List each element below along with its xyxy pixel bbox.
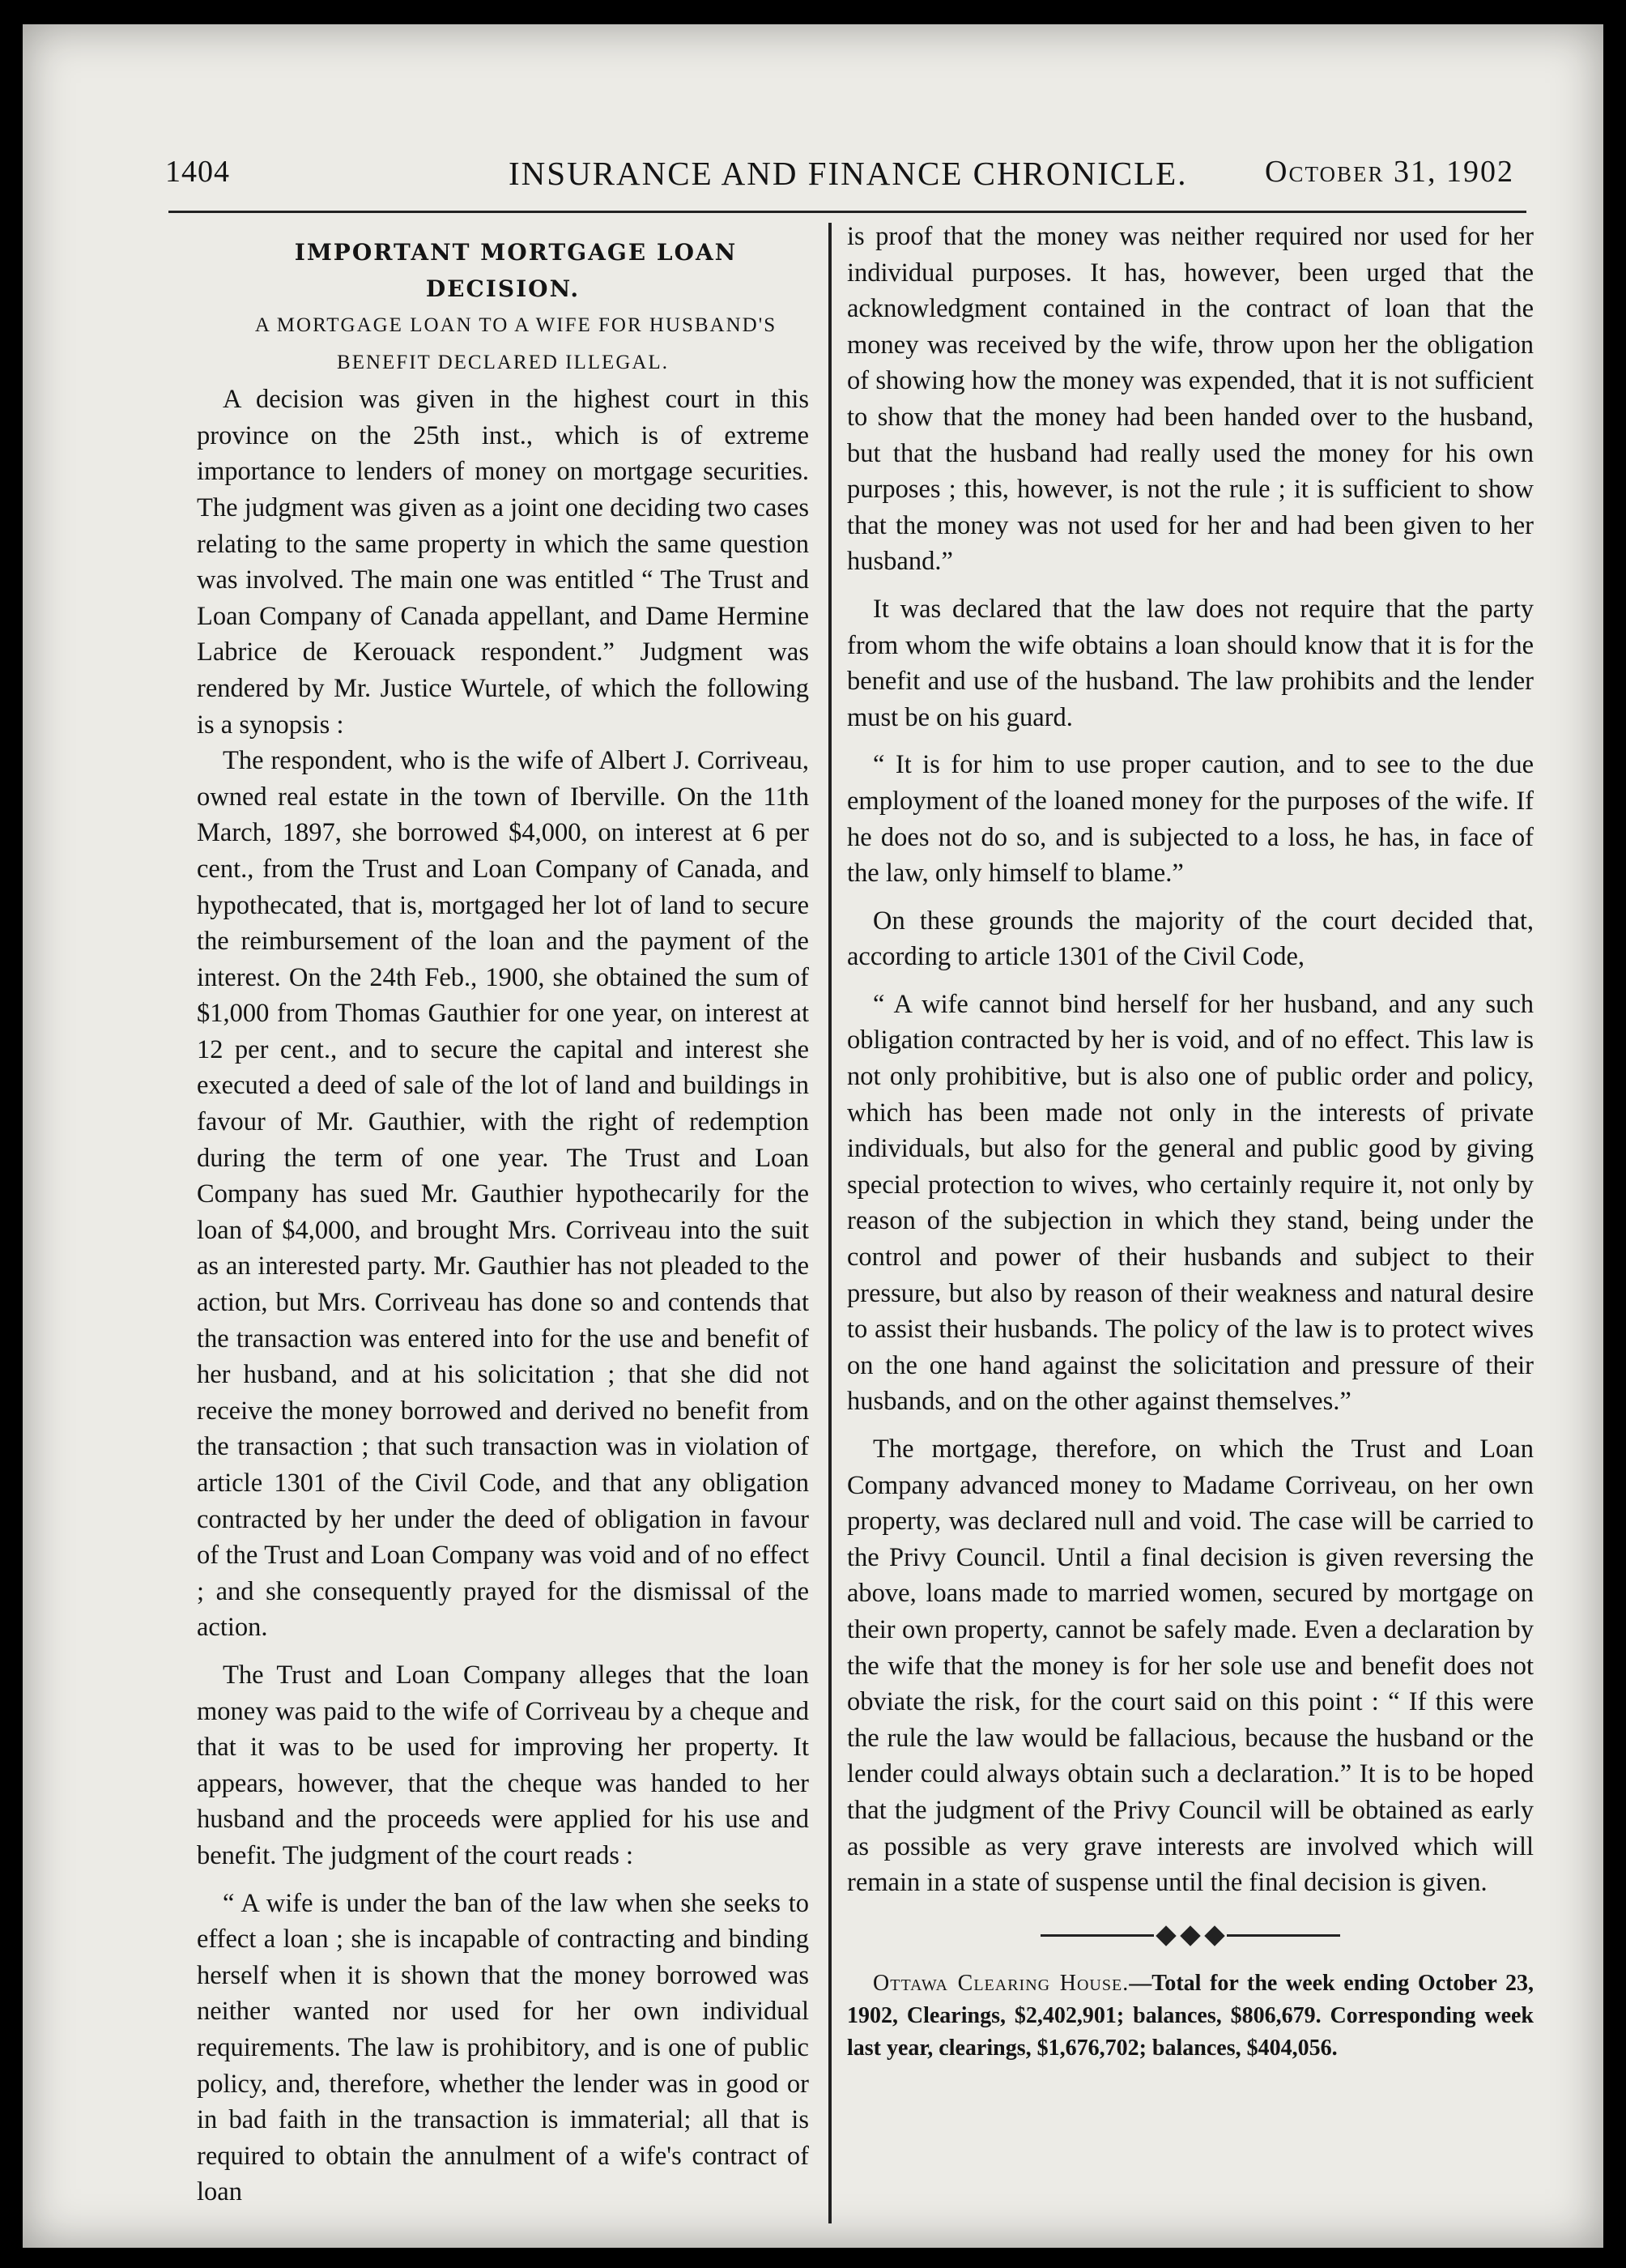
article-paragraph: “ It is for him to use proper caution, and to see to the due employment of the loaned money for the purposes of the wife. If he does not do so, and is subjected to a loss, he has, in face of the law, only himself to blame.” [847, 750, 1534, 889]
article-paragraph: On these grounds the majority of the court decided that, according to article 1301 of the Civil Code, [847, 906, 1534, 972]
article-paragraph: The mortgage, therefore, on which the Trust and Loan Company advanced money to Madame Corriveau, on her own property, was declared null and void. The case will be carried to the Privy Council. Until a final decision is given reversing the above, loans made to married women, secured by mortgage on their own property, cannot be safely made. Even a declaration by the wife that the money is for her sole use and benefit does not obviate the risk, for the court said on this point : “ If this were the rule the law would be fallacious, because the husband or the lender could always obtain such a declaration.” It is to be hoped that the judgment of the Privy Council will be obtained as early as possible as very grave interests are involved which will remain in a state of suspense until the final decision is given. [847, 1435, 1534, 1898]
article-paragraph: A decision was given in the highest court in this province on the 25th inst., which is of extreme importance to lenders of money on mortgage securities. The judgment was given as a joint one deciding two cases relating to the same property in which the same question was involved. The main one was entitled “ The Trust and Loan Company of Canada appellant, and Dame Hermine Labrice de Kerouack respondent.” Judgment was rendered by Mr. Justice Wurtele, of which the following is a synopsis : [197, 385, 809, 740]
article-headline: IMPORTANT MORTGAGE LOAN DECISION. [294, 239, 738, 302]
article-paragraph: “ A wife is under the ban of the law when she seeks to effect a loan ; she is incapable of contracting and binding herself when it is shown that the money borrowed was neither wanted nor used for her own individual requirements. The law is prohibitory, and is one of public policy, and, therefore, whether the lender was in good or in bad faith in the transaction is immaterial; all that is required to obtain the annulment of a wife's contract of loan [197, 1888, 809, 2207]
column-divider [828, 223, 832, 2223]
notice-lead: Ottawa Clearing House. [873, 1970, 1130, 1996]
article-paragraph: “ A wife cannot bind herself for her husband, and any such obligation contracted by her is void, and of no effect. This law is not only prohibitive, but is also one of public order and policy, which has been made not only in the interests of private individuals, but also for the general and public good by giving special protection to wives, who certainly require it, not only by reason of the subjection in which they stand, being under the control and power of their husbands and subject to their pressure, but also by reason of their weakness and natural desire to assist their husbands. The policy of the law is to protect wives on the one hand against the solicitation and pressure of their husbands, and on the other against themselves.” [847, 989, 1534, 1417]
article-paragraph: The Trust and Loan Company alleges that the loan money was paid to the wife of Corriveau by a cheque and that it was to be used for improving her property. It appears, however, that the cheque was handed to her husband and the proceeds were applied for his use and benefit. The judgment of the court reads : [197, 1660, 809, 1870]
page-header [23, 154, 1603, 202]
article-subhead: A MORTGAGE LOAN TO A WIFE FOR HUSBAND'S BENEFIT DECLARED ILLEGAL. [254, 314, 777, 374]
article-paragraph: It was declared that the law does not require that the party from whom the wife obtains a loan should know that it is for the benefit and use of the husband. The law prohibits and the lender must be on his guard. [847, 594, 1534, 732]
section-ornament [847, 1929, 1534, 1943]
page-number: 1404 [165, 155, 230, 189]
journal-title: INSURANCE AND FINANCE CHRONICLE. [509, 155, 1188, 192]
issue-date: October 31, 1902 [1265, 155, 1514, 189]
clearing-house-notice [847, 1967, 1534, 2065]
article-paragraph: The respondent, who is the wife of Albert J. Corriveau, owned real estate in the town of Iberville. On the 11th March, 1897, she borrowed $4,000, on interest at 6 per cent., from the Trust and Loan Company of Canada, and hypothecated, that is, mortgaged her lot of land to secure the reimbursement of the loan and the payment of the interest. On the 24th Feb., 1900, she obtained the sum of $1,000 from Thomas Gauthier for one year, on interest at 12 per cent., and to secure the capital and interest she executed a deed of sale of the lot of land and buildings in favour of Mr. Gauthier, with the right of redemption during the term of one year. The Trust and Loan Company has sued Mr. Gauthier hypothecarily for the loan of $4,000, and brought Mrs. Corriveau into the suit as an interested party. Mr. Gauthier has not pleaded to the action, but Mrs. Corriveau has done so and contends that the transaction was entered into for the use and benefit of her husband, and at his solicitation ; that she did not receive the money borrowed and derived no benefit from the transaction ; that such transaction was in violation of article 1301 of the Civil Code, and that any obligation contracted by her under the deed of obligation in favour of the Trust and Loan Company was void and of no effect ; and she consequently prayed for the dismissal of the action. [197, 746, 809, 1643]
right-column [847, 219, 1534, 2065]
newspaper-page [23, 24, 1603, 2248]
notice-body: —Total for the week ending October 23, 1902, Clearings, $2,402,901; balances, $806,679. Corresponding week last year, clearings, $1,676,702; balances, $404,056. [847, 1970, 1534, 2061]
left-column [197, 235, 809, 2210]
article-paragraph: is proof that the money was neither required nor used for her individual purposes. It has, however, been urged that the acknowledgment contained in the contract of loan that the money was received by the wife, throw upon her the obligation of showing how the money was expended, that it is not sufficient to show that the money had been handed over to the husband, but that the husband had really used the money for his own purposes ; this, however, is not the rule ; it is sufficient to show that the money was not used for her and had been given to her husband.” [847, 222, 1534, 577]
header-rule [168, 211, 1526, 213]
